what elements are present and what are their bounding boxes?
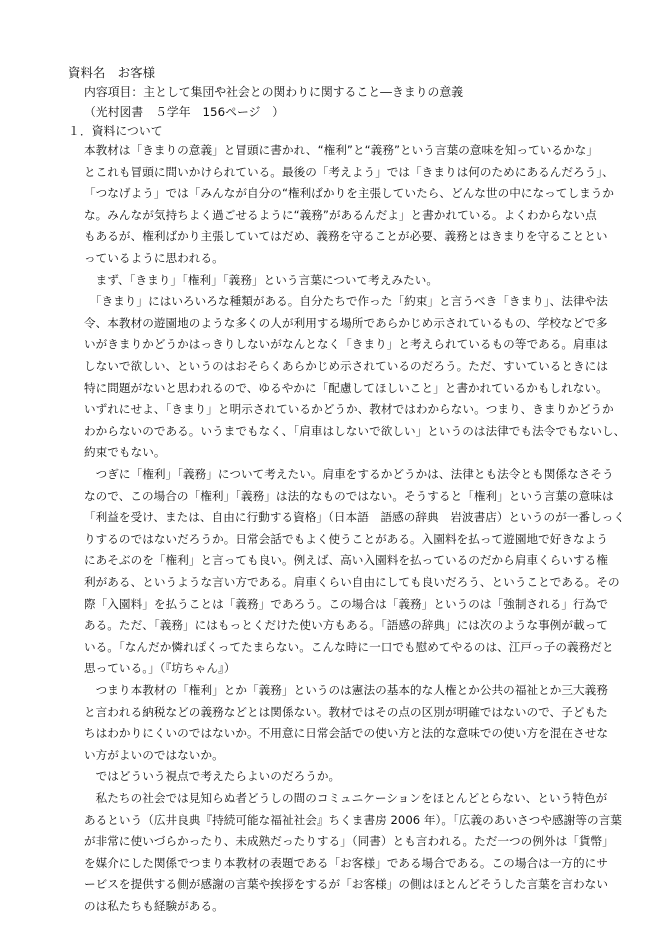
body-line: と言われる納税などの義務などとは関係ない。教材ではその点の区別が明確ではないので、子どもた bbox=[84, 704, 608, 719]
body-line: いる。「なんだか憐れぽくってたまらない。こんな時に一口でも慰めてやるのは、江戸っ子の義務だと bbox=[84, 639, 614, 654]
body-line: 私たちの社会では見知らぬ者どうしの間のコミュニケーションをほとんどとらない、という特色が bbox=[84, 791, 608, 805]
body-line: 特に問題がないと思われるので、ゆるやかに「配慮してほしいこと」と書かれているかもしれない。 bbox=[84, 380, 608, 395]
body-line: 本教材は「きまりの意義」と冒頭に書かれ、“権利”と“義務”という言葉の意味を知っているかな」 bbox=[84, 143, 598, 157]
body-line: 「利益を受け、または、自由に行動する資格」（日本語 語感の辞典 岩波書店）というのが一番しっく bbox=[84, 510, 625, 525]
body-line: ちはわかりにくいのではないか。不用意に日常会話での使い方と法的な意味での使い方を混在させな bbox=[84, 726, 608, 741]
body-line: りするのではないだろうか。日常会話でもよく使うことがある。入園料を払って遊園地で好きなよう bbox=[84, 531, 608, 546]
body-line: つまり本教材の「権利」とか「義務」というのは憲法の基本的な人権とか公共の福祉とか三大義務 bbox=[84, 683, 608, 697]
body-line: が非常に使いづらかったり、未成熟だったりする」（同書）とも言われる。ただ一つの例外は「貨幣」 bbox=[84, 834, 614, 849]
body-line: っているように思われる。 bbox=[84, 251, 224, 265]
body-line: わからないのである。いうまでもなく、「肩車はしないで欲しい」というのは法律でも法令でもないし、 bbox=[84, 423, 626, 438]
body-line: いずれにせよ、「きまり」と明示されているかどうか、教材ではわからない。つまり、きまりかどうか bbox=[84, 402, 614, 417]
body-line: ではどういう視点で考えたらよいのだろうか。 bbox=[84, 769, 341, 784]
body-line: ある。ただ、「義務」にはもっとくだけた使い方もある。「語感の辞典」には次のような事例が載って bbox=[84, 618, 609, 633]
body-line: を媒介にした関係でつまり本教材の表題である「お客様」である場合である。この場合は一方的にサ bbox=[84, 855, 608, 870]
body-line: つぎに「権利」「義務」について考えたい。肩車をするかどうかは、法律とも法令とも関係なさそう bbox=[84, 467, 614, 481]
body-line: まず、「きまり」「権利」「義務」という言葉について考えみたい。 bbox=[84, 272, 439, 287]
body-line: 際「入園料」を払うことは「義務」であろう。この場合は「義務」というのは「強制される」行為で bbox=[84, 596, 608, 611]
body-line: もあるが、権利ばかり主張していてはだめ、義務を守ることが必要、義務とはきまりを守ることとい bbox=[84, 229, 608, 244]
body-line: い方がよいのではないか。 bbox=[84, 747, 224, 762]
content-item: 内容項目：主として集団や社会との関わりに関すること―きまりの意義 bbox=[84, 85, 464, 99]
body-line: 思っている。」（『坊ちゃん』） bbox=[84, 661, 236, 676]
body-line: 利がある、というような言い方である。肩車くらい自由にしても良いだろう、ということである。その bbox=[84, 575, 620, 589]
document-title: 資料名 お客様 bbox=[68, 65, 156, 80]
section-heading: １．資料について bbox=[68, 124, 163, 138]
body-line: とこれも冒頭に問いかけられている。最後の「考えよう」では「きまりは何のためにあるんだろう」、 bbox=[84, 164, 614, 179]
body-line: にあそぶのを「権利」と言っても良い。例えば、高い入園料を払っているのだから肩車くらいする権 bbox=[84, 553, 608, 568]
source-citation: （光村図書 ５学年 156ページ ） bbox=[84, 105, 285, 119]
body-line: な。みんなが気持ちよく過ごせるように“義務”があるんだよ」と書かれている。よくわからない点 bbox=[84, 207, 597, 222]
body-line: 令、本教材の遊園地のような多くの人が利用する場所であらかじめ示されているもの、学校などで多 bbox=[84, 315, 608, 330]
body-line: 「つなげよう」では「みんなが自分の“権利ばかりを主張していたら、どんな世の中になってしまうか bbox=[84, 186, 615, 201]
body-line: のは私たちも経験がある。 bbox=[84, 899, 224, 913]
body-line: なので、この場合の「権利」「義務」は法的なものではない。そうすると「権利」という言葉の意味は bbox=[84, 488, 614, 503]
body-line: ービスを提供する側が感謝の言葉や挨拶をするが「お客様」の側はほとんどそうした言葉を言わない bbox=[84, 877, 608, 892]
body-line: しないで欲しい、というのはおそらくあらかじめ示されているのだろう。ただ、すいているときには bbox=[84, 359, 608, 373]
body-line: 「きまり」にはいろいろな種類がある。自分たちで作った「約束」と言うべき「きまり」、法律や法 bbox=[84, 294, 608, 309]
body-line: 約束でもない。 bbox=[84, 445, 166, 460]
body-line: あるという（広井良典『持続可能な福祉社会』ちくま書房 2006 年）。「広義のあいさつや感謝等の言葉 bbox=[84, 812, 622, 827]
body-line: いがきまりかどうかはっきりしないがなんとなく「きまり」と考えられているもの等である。肩車は bbox=[84, 337, 608, 352]
